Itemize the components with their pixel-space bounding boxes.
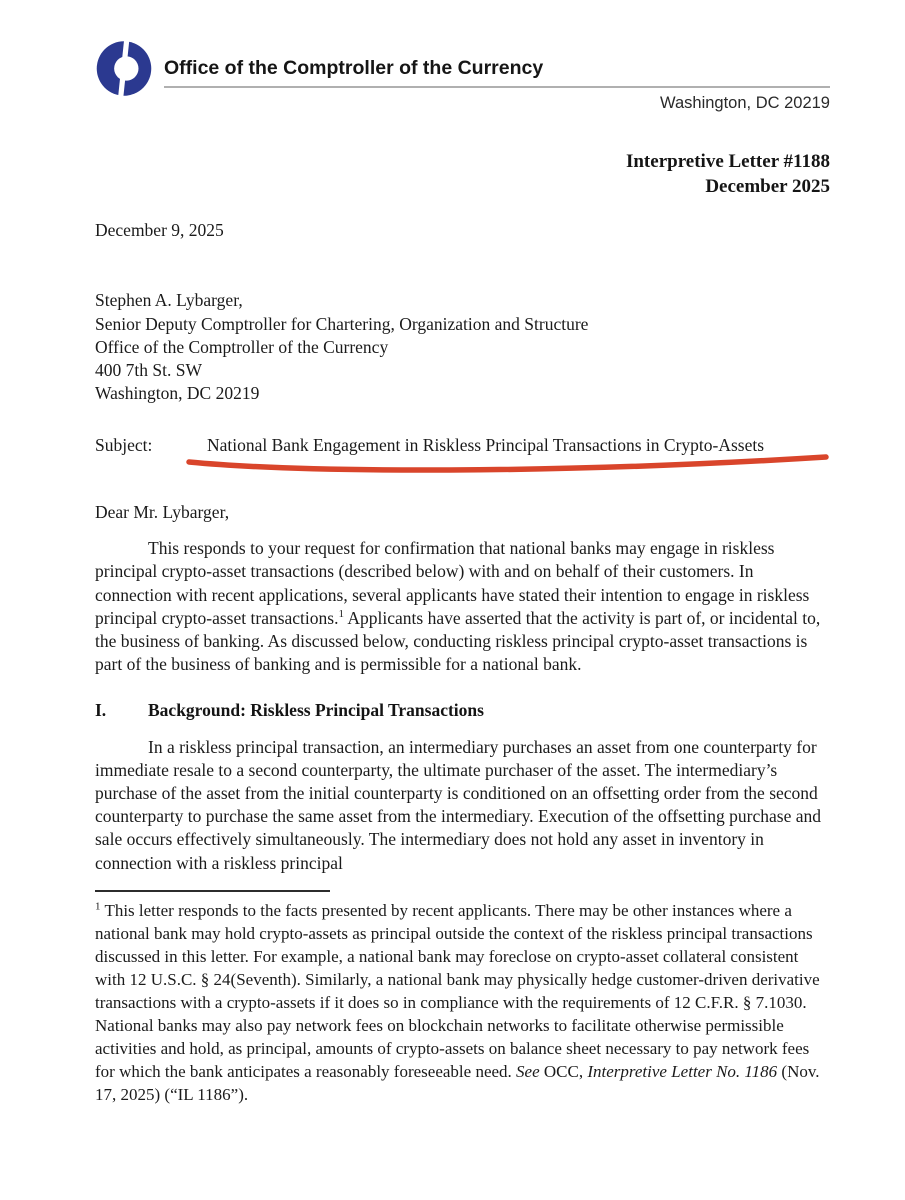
masthead-rule (164, 86, 830, 88)
footnote-1-marker: 1 (95, 900, 101, 913)
body-paragraph-2: In a riskless principal transaction, an intermediary purchases an asset from one counterparty for immediate resale to a second counterparty, the ultimate purchaser of the asset. The intermediary’s purchase of the asset from the initial counterparty is conditioned on an offsetting order from the second counterparty to purchase the same asset from the intermediary. Execution of the offsetting purchase and sale occurs effectively simultaneously. The intermediary does not hold any asset in inventory in connection with a riskless principal (95, 736, 821, 873)
section-heading-1 (95, 699, 830, 722)
masthead-right (164, 38, 830, 114)
paragraph-1-text-a: This responds to your request for confirmation that national banks may engage in riskless principal crypto-asset transactions (described below) with and on behalf of their customers. In connection with recent applications, several applicants have stated their intention to engage in riskless principal crypto-asset transactions. (95, 538, 810, 628)
recipient-name: Stephen A. Lybarger, (95, 290, 243, 311)
recipient-title: Senior Deputy Comptroller for Chartering, Organization and Structure (95, 313, 589, 334)
footnote-1-text-b: OCC, (539, 1061, 588, 1081)
salutation: Dear Mr. Lybarger, (95, 501, 230, 522)
recipient-street: 400 7th St. SW (95, 360, 202, 381)
footnote-reference-1: 1 (338, 607, 344, 620)
footnote-1-see: See (516, 1061, 540, 1081)
footnote-1-citation: Interpretive Letter No. 1186 (587, 1061, 778, 1081)
occ-ring-logo-svg (95, 38, 153, 99)
paragraph-1-text-b: Applicants have asserted that the activity is part of, or incidental to, the business of banking. As discussed below, conducting riskless principal crypto-asset transactions is part of the business of banking and is permissible for a national bank. (95, 607, 821, 675)
letter-date: December 9, 2025 (95, 220, 224, 240)
footnote-separator (95, 890, 330, 892)
masthead (95, 38, 830, 114)
body-paragraph-1 (95, 537, 830, 676)
recipient-city: Washington, DC 20219 (95, 383, 260, 404)
occ-logo-icon (95, 38, 153, 99)
section-title: Background: Riskless Principal Transactions (148, 700, 484, 721)
footnote-1-text-a: This letter responds to the facts presented by recent applicants. There may be other instances where a national bank may hold crypto-assets as principal outside the context of the riskless principal transactions discussed in this letter. For example, a national bank may foreclose on crypto-asset collateral consistent with 12 U.S.C. § 24(Seventh). Similarly, a national bank may physically hedge customer-driven derivative transactions with a crypto-assets if it does so in compliance with the requirements of 12 C.F.R. § 7.1030. National banks may also pay network fees on blockchain networks to facilitate otherwise permissible activities and hold, as principal, amounts of crypto-assets on balance sheet necessary to pay network fees for which the bank anticipates a reasonably foreseeable need. (95, 900, 820, 1081)
agency-name: Office of the Comptroller of the Currency (164, 57, 544, 79)
section-number: I. (95, 700, 107, 721)
letter-month: December 2025 (705, 175, 830, 197)
subject-text: National Bank Engagement in Riskless Principal Transactions in Crypto-Assets (207, 434, 765, 455)
subject-row (95, 434, 830, 457)
subject-label: Subject: (95, 434, 153, 455)
footnote-1 (95, 899, 830, 1106)
recipient-address-block (95, 289, 830, 405)
letter-meta (95, 150, 830, 199)
letter-number: Interpretive Letter #1188 (625, 151, 830, 172)
footnote-1-text-c: (Nov. 17, 2025) (“IL 1186”). (95, 1061, 820, 1104)
subject-text-wrap (207, 434, 830, 457)
recipient-organization: Office of the Comptroller of the Currency (95, 336, 389, 357)
agency-location: Washington, DC 20219 (660, 94, 830, 112)
